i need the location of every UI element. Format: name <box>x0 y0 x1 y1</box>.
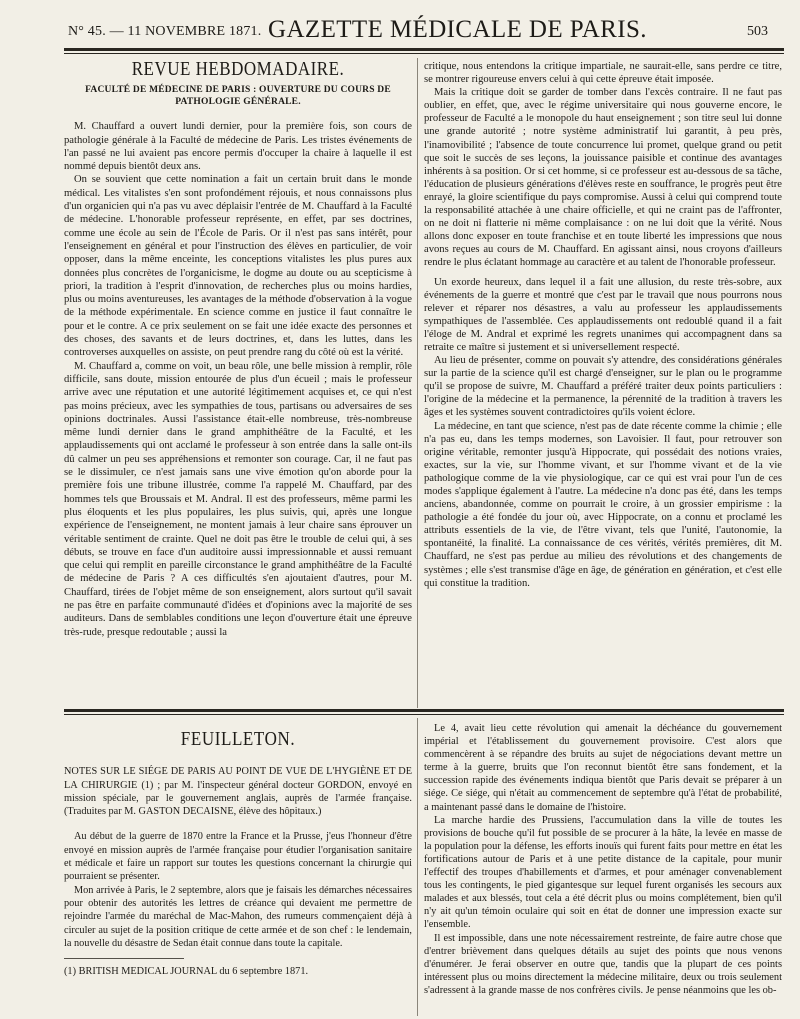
revue-paragraph: On se souvient que cette nomination a fait un certain bruit dans le monde médical. Les vitalistes s'en sont profondément réjouis, et nous connaissons plus d'un organicien qui n'a pas vu avec déplaisir l'entrée de M. Chauffard à la Faculté de médecine. L'honorable professeur représente, en effet, par ses doctrines, comme une école au sein de l'École de Paris. Or il n'est pas sans intérêt, pour l'enseignement en général et pour l'instruction des élèves en particulier, de voir opposer, dans la même enceinte, les conceptions vitalistes les plus pures aux données plus concrètes de l'organicisme, le dogme au doute ou au scepticisme à priori, la tradition à l'esprit d'innovation, de recherches plus ou moins hardies, plus ou moins aventureuses, les avantages de la méthode d'observation à la vogue de la méthode expérimentale. En science comme en justice il faut connaître le pour et le contre. A ce prix seulement on se fait une idée exacte des personnes et des choses, des savants et de leurs doctrines, et, dans les luttes, dans les controverses auxquelles on assiste, on peut prendre rang du côté où est la vérité. <box>64 174 412 359</box>
revue-paragraph: Au lieu de présenter, comme on pouvait s'y attendre, des considérations générales sur la partie de la science qu'il est chargé d'enseigner, sur le plan ou le programme qu'il se propose de suivre, M. Chauffard a préféré traiter deux points particuliers : l'origine de la médecine et la permanence, la pérennité de la tradition à travers les âges et les systèmes souvent contradictoires qu'ils voient éclore. <box>424 355 782 419</box>
revue-paragraph: M. Chauffard a ouvert lundi dernier, pour la première fois, son cours de pathologie générale à la Faculté de médecine de Paris. Les tristes événements de l'an passé ne lui avaient pas encore permis d'occuper la chaire à laquelle il est nommé depuis bientôt deux ans. <box>64 121 412 173</box>
revue-paragraph: Un exorde heureux, dans lequel il a fait une allusion, du reste très-sobre, aux événements de la guerre et montré que c'est par le travail que nous pourrons nous relever et réparer nos désastres, a valu au professeur les applaudissements sympathiques de l'assemblée. Ces applaudissements ont redoublé quand il a fait l'éloge de M. Andral et exprimé les regrets unanimes qui accompagnent dans sa retraite ce maître si justement et si universellement respecté. <box>424 276 782 353</box>
footnote: (1) BRITISH MEDICAL JOURNAL du 6 septembre 1871. <box>64 966 309 978</box>
feuilleton-heading: FEUILLETON. <box>180 727 296 750</box>
feuilleton-paragraph: Au début de la guerre de 1870 entre la France et la Prusse, j'eus l'honneur d'être envoyé en mission auprès de l'armée française pour étudier l'organisation sanitaire et médicale et faire un rapport sur toutes les questions concernant la chirurgie qui pourraient se présenter. <box>64 831 412 883</box>
section-rule-thin <box>64 714 784 715</box>
feuilleton-left-column <box>64 722 412 978</box>
footnote-rule <box>64 958 184 959</box>
column-divider-top <box>417 58 418 708</box>
revue-subheading: FACULTÉ DE MÉDECINE DE PARIS : OUVERTURE DU COURS DE PATHOLOGIE GÉNÉRALE. <box>85 85 391 108</box>
section-rule-thick <box>64 709 784 712</box>
feuilleton-right-column <box>424 722 782 997</box>
column-divider-bottom <box>417 718 418 1016</box>
feuilleton-paragraph: Mon arrivée à Paris, le 2 septembre, alors que je faisais les démarches nécessaires pour obtenir des autorités les lettres de créance qui devaient me permettre de rejoindre l'armée du maréchal de Mac-Mahon, des rumeurs commençaient déjà à circuler au sujet de la position critique de cette armée et de son chef : le lendemain, la nouvelle du désastre de Sedan était connue dans toute la capitale. <box>64 884 412 949</box>
masthead <box>68 14 768 44</box>
feuilleton-notes-title: NOTES SUR LE SIÉGE DE PARIS AU POINT DE VUE DE L'HYGIÈNE ET DE LA CHIRURGIE (1) ; par M. l'inspecteur général docteur GORDON, envoyé en mission spéciale, par le gouvernement anglais, auprès de l'armée française. (Traduites par M. GASTON DECAISNE, élève des hôpitaux.) <box>64 766 412 818</box>
revue-paragraph: M. Chauffard a, comme on voit, un beau rôle, une belle mission à remplir, rôle difficile, sans doute, mission entourée de plus d'un écueil ; mais le professeur arrive avec une réputation et une autorité légitimement acquises et, ce qui n'est pas moins précieux, avec les sympathies de tous, partisans ou adversaires de ses opinions doctrinales. Aussi l'assistance était-elle nombreuse, très-nombreuse même lundi dernier dans le grand amphithéâtre de la Faculté, et les applaudissements qui ont acclamé le professeur à son entrée dans la salle ont-ils dû calmer un peu ses appréhensions et remonter son courage. Car, il ne faut pas se le dissimuler, ce n'est jamais sans une vive émotion qu'on aborde pour la première fois une tribune illustrée, comme l'a rappelé M. Chauffard, par des hommes tels que Broussais et M. Andral. Il est des professeurs, même parmi les plus éloquents et les plus populaires, les plus suivis, qui, après une longue expérience de l'enseignement, ne montent jamais à leur chaire sans éprouver un véritable sentiment de crainte. Quel ne doit pas être le trouble de celui qui, à ses débuts, se trouve en face d'un auditoire aussi impressionnable et aussi remuant que celui qui remplit en pareille circonstance le grand amphithéâtre de la Faculté de médecine de Paris ? A ces difficultés s'en ajoutaient d'autres, pour M. Chauffard, tirées de l'objet même de son enseignement, alors surtout qu'il savait ne pas être en parfaite communauté d'idées et d'opinions avec la majorité de ses auditeurs. Dans de semblables conditions une leçon d'ouverture était une épreuve très-rude, presque redoutable ; aussi la <box>64 360 412 638</box>
revue-heading: REVUE HEBDOMADAIRE. <box>131 57 345 80</box>
revue-right-column <box>424 60 782 590</box>
feuilleton-paragraph: Le 4, avait lieu cette révolution qui amenait la déchéance du gouvernement impérial et l'établissement du gouvernement provisoire. C'est alors que commencèrent à se répandre des bruits au sujet de négociations devant mettre un terme à la guerre, bruits que l'on reconnut bientôt être sans fondement, et la succession rapide des événements indiqua bientôt que Paris devait se préparer à un siége. Ce siége, qui n'était au commencement de septembre qu'à l'état de probabilité, a maintenant passé dans le domaine de l'histoire. <box>424 723 782 813</box>
feuilleton-paragraph: Il est impossible, dans une note nécessairement restreinte, de faire autre chose que d'entrer brièvement dans quelques détails au sujet des points que nous venons d'énumérer. Je ferai observer en outre que, tandis que la plupart de ces points intéressent plus ou moins directement la médecine militaire, deux ou trois seulement s'adressent à la grande masse de nos confrères civils. Je pense néanmoins que les ob- <box>424 932 782 996</box>
page-number: 503 <box>747 24 768 39</box>
masthead-rule-thin <box>64 53 784 54</box>
feuilleton-paragraph: La marche hardie des Prussiens, l'accumulation dans la ville de toutes les provisions de bouche qu'il fut possible de se procurer à la hâte, la levée en masse de la population pour la défense, les efforts inouïs qui furent faits pour mettre en état les fortifications autour de Paris et à une petite distance de la capitale, pour munir l'effectif des troupes d'habillements et d'armes, et pour aménager convenablement tous les contingents, le pied gigantesque sur lequel furent organisés les secours aux malades et aux blessés, tout cela a été décrit plus ou moins complétement, bien qu'il n'y ait qu'un témoin oculaire qui soit en état de donner une impression exacte sur l'ensemble. <box>424 814 782 931</box>
masthead-rule-thick <box>64 48 784 51</box>
revue-paragraph: critique, nous entendons la critique impartiale, ne saurait-elle, sans perdre ce titre, se montrer rigoureuse envers celui à qui cette épreuve était imposée. <box>424 61 782 86</box>
revue-paragraph: La médecine, en tant que science, n'est pas de date récente comme la chimie ; elle n'a pas eu, dans les temps modernes, son Lavoisier. Il faut, pour retrouver son origine véritable, remonter jusqu'à Hippocrate, qui possédait des notions vraies, exactes, sur la vie, sur l'homme vivant, et sur l'homme vivant et de la vie pathologique comme de la vie physiologique, car ce qui est vrai pour l'un de ces modes s'applique également à l'autre. La médecine n'a donc pas été, dans les temps anciens, abandonnée, comme on pourrait le croire, à un grossier empirisme : la pathologie a été fondée du jour où, avec Hippocrate, on a connu et proclamé les attributs essentiels de la vie, de l'être vivant, tels que l'unité, l'autonomie, la spontanéité, la finalité. La connaissance de ces vérités, vérités premières, dit M. Chauffard, ne s'est pas perdue au milieu des révolutions et des changements de systèmes ; elle s'est transmise d'âge en âge, de génération en génération, et c'est elle qui constitue la tradition. <box>424 420 782 589</box>
issue-date: N° 45. — 11 NOVEMBRE 1871. <box>68 24 262 39</box>
revue-paragraph: Mais la critique doit se garder de tomber dans l'excès contraire. Il ne faut pas oublier, en effet, que, avec le régime universitaire qui nous gouverne encore, le professeur de Faculté a le monopole du haut enseignement ; son titre seul lui donne une grande autorité ; notre système administratif lui garantit, à peu près, l'inamovibilité ; l'absence de toute concurrence lui promet, quelque grand ou petit que soit le succès de ses leçons, la jouissance paisible et continue des avantages inhérents à sa position. Or si cet homme, si ce professeur est au-dessous de sa tâche, l'éducation de plusieurs générations d'élèves reste en souffrance, le progrès peut être enrayé, la gloire scientifique du pays compromise. Aussi à celui qui comprend toute la responsabilité attachée à une chaire officielle, et qui ne craint pas de l'affronter, on ne doit ni flatterie ni même complaisance : on ne lui doit que la vérité. Nous allons donc exposer en toute franchise et en toute liberté les impressions que nous avons reçues au cours de M. Chauffard. En agissant ainsi, nous croyons d'ailleurs rendre le plus éclatant hommage au caractère et au talent de l'honorable professeur. <box>424 87 782 269</box>
newspaper-title: GAZETTE MÉDICALE DE PARIS. <box>268 16 647 43</box>
revue-left-column <box>64 57 412 639</box>
